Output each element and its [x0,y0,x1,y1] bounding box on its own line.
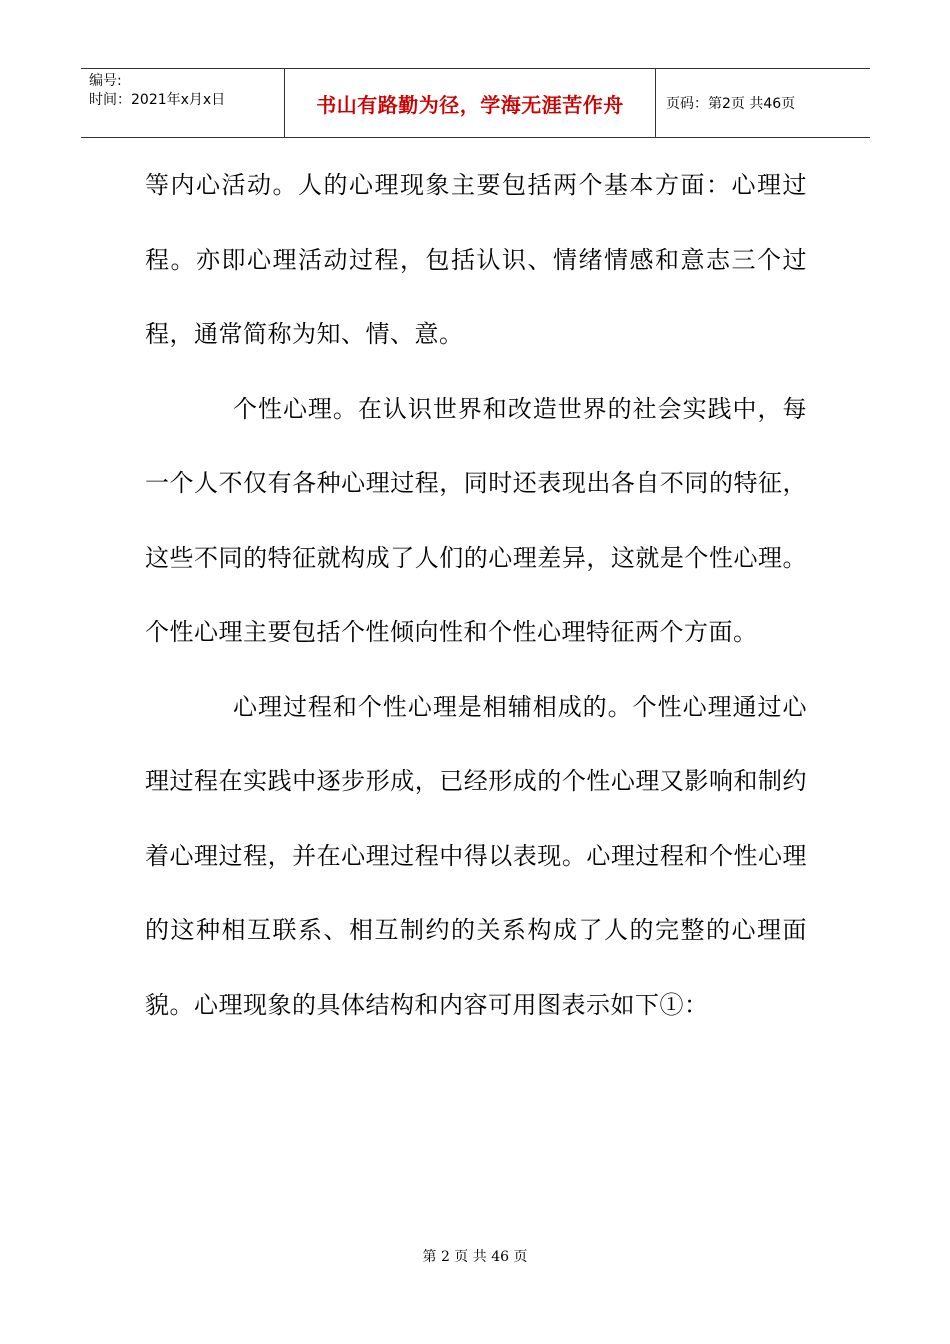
document-date: 时间：2021年x月x日 [89,92,226,108]
document-body [145,148,807,1042]
header-page-info: 页码：第2页 共46页 [666,96,796,112]
page-header [81,68,870,138]
document-number-label: 编号: [89,73,122,89]
paragraph-relationship: 心理过程和个性心理是相辅相成的。个性心理通过心理过程在实践中逐步形成，已经形成的个性心理又影响和制约着心理过程，并在心理过程中得以表现。心理过程和个性心理的这种相互联系、相互制约的关系构成了人的完整的心理面貌。心理现象的具体结构和内容可用图表示如下①： [145,692,807,1019]
page-footer: 第 2 页 共 46 页 [422,1249,528,1265]
paragraph-personality: 个性心理。在认识世界和改造世界的社会实践中，每一个人不仅有各种心理过程，同时还表现出各自不同的特征，这些不同的特征就构成了人们的心理差异，这就是个性心理。个性心理主要包括个性倾向性和个性心理特征两个方面。 [145,394,807,646]
header-motto: 书山有路勤为径，学海无涯苦作舟 [284,69,656,137]
header-meta [81,69,284,137]
paragraph-continuation: 等内心活动。人的心理现象主要包括两个基本方面：心理过程。亦即心理活动过程，包括认识、情绪情感和意志三个过程，通常简称为知、情、意。 [145,171,807,348]
